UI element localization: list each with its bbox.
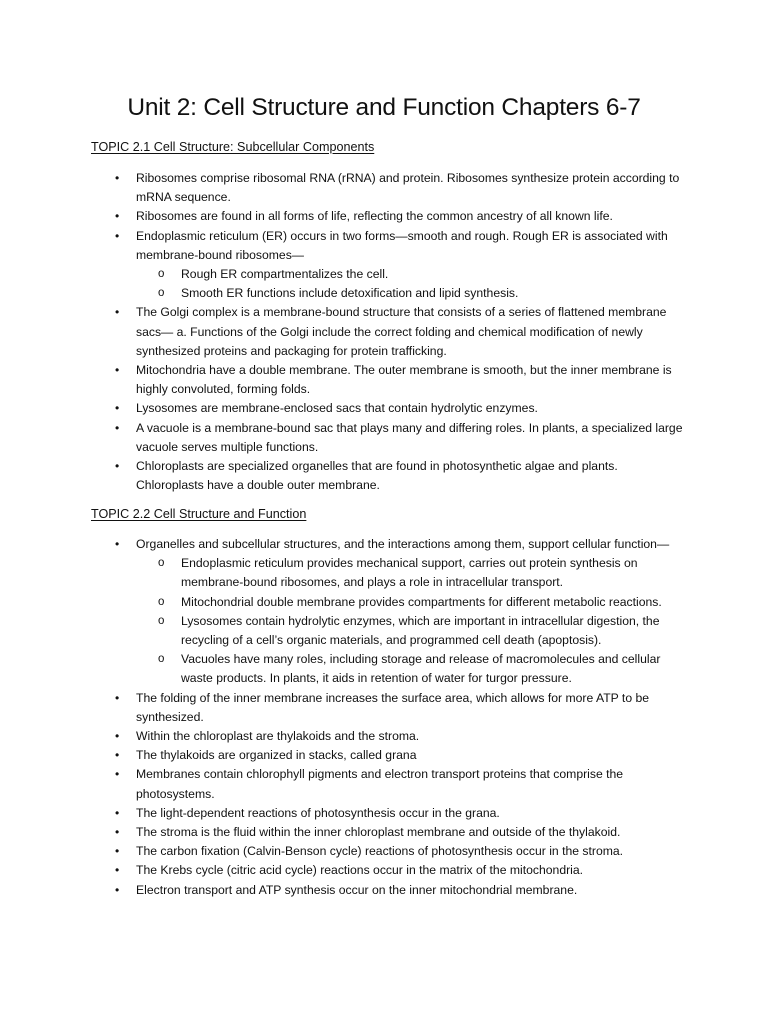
list-item: • Chloroplasts are specialized organelles that are found in photosynthetic algae and plants. Chloroplasts have a double outer membrane. [0,457,768,495]
sub-list-item: o Vacuoles have many roles, including storage and release of macromolecules and cellular waste products. In plants, it aids in retention of water for turgor pressure. [0,650,768,688]
list-item: • Lysosomes are membrane-enclosed sacs that contain hydrolytic enzymes. [0,399,768,418]
list-item: • Organelles and subcellular structures, and the interactions among them, support cellular function— [0,535,768,554]
list-item: • Ribosomes comprise ribosomal RNA (rRNA) and protein. Ribosomes synthesize protein according to mRNA sequence. [0,169,768,207]
list-item: • The carbon fixation (Calvin-Benson cycle) reactions of photosynthesis occur in the stroma. [0,842,768,861]
list-item: • Electron transport and ATP synthesis occur on the inner mitochondrial membrane. [0,881,768,900]
list-item: • Within the chloroplast are thylakoids and the stroma. [0,727,768,746]
topic-2-1-heading: TOPIC 2.1 Cell Structure: Subcellular Components [91,140,375,154]
sub-list-item: o Mitochondrial double membrane provides compartments for different metabolic reactions. [0,593,768,612]
sub-list-item: o Endoplasmic reticulum provides mechanical support, carries out protein synthesis on membrane-bound ribosomes, and plays a role in intracellular transport. [0,554,768,592]
list-item: • Mitochondria have a double membrane. The outer membrane is smooth, but the inner membrane is highly convoluted, forming folds. [0,361,768,399]
list-item: • Ribosomes are found in all forms of life, reflecting the common ancestry of all known life. [0,207,768,226]
sub-list-item: o Lysosomes contain hydrolytic enzymes, which are important in intracellular digestion, the recycling of a cell’s organic materials, and programmed cell death (apoptosis). [0,612,768,650]
sub-list-item: o Rough ER compartmentalizes the cell. [0,265,768,284]
list-item: • Membranes contain chlorophyll pigments and electron transport proteins that comprise the photosystems. [0,765,768,803]
list-item: • The Golgi complex is a membrane-bound structure that consists of a series of flattened membrane sacs— a. Functions of the Golgi include the correct folding and chemical modification of newly synthesized proteins and packaging for protein trafficking. [0,303,768,361]
list-item: • The folding of the inner membrane increases the surface area, which allows for more ATP to be synthesized. [0,689,768,727]
page-title: Unit 2: Cell Structure and Function Chapters 6-7 [127,94,641,121]
list-item: • A vacuole is a membrane-bound sac that plays many and differing roles. In plants, a specialized large vacuole serves multiple functions. [0,419,768,457]
topic-2-2-list [0,535,768,900]
list-item: • The light-dependent reactions of photosynthesis occur in the grana. [0,804,768,823]
list-item: • Endoplasmic reticulum (ER) occurs in two forms—smooth and rough. Rough ER is associated with membrane-bound ribosomes— [0,227,768,265]
topic-2-2-heading: TOPIC 2.2 Cell Structure and Function [91,507,307,521]
list-item: • The stroma is the fluid within the inner chloroplast membrane and outside of the thylakoid. [0,823,768,842]
list-item: • The Krebs cycle (citric acid cycle) reactions occur in the matrix of the mitochondria. [0,861,768,880]
sub-list-item: o Smooth ER functions include detoxification and lipid synthesis. [0,284,768,303]
list-item: • The thylakoids are organized in stacks, called grana [0,746,768,765]
topic-2-1-list [0,169,768,495]
